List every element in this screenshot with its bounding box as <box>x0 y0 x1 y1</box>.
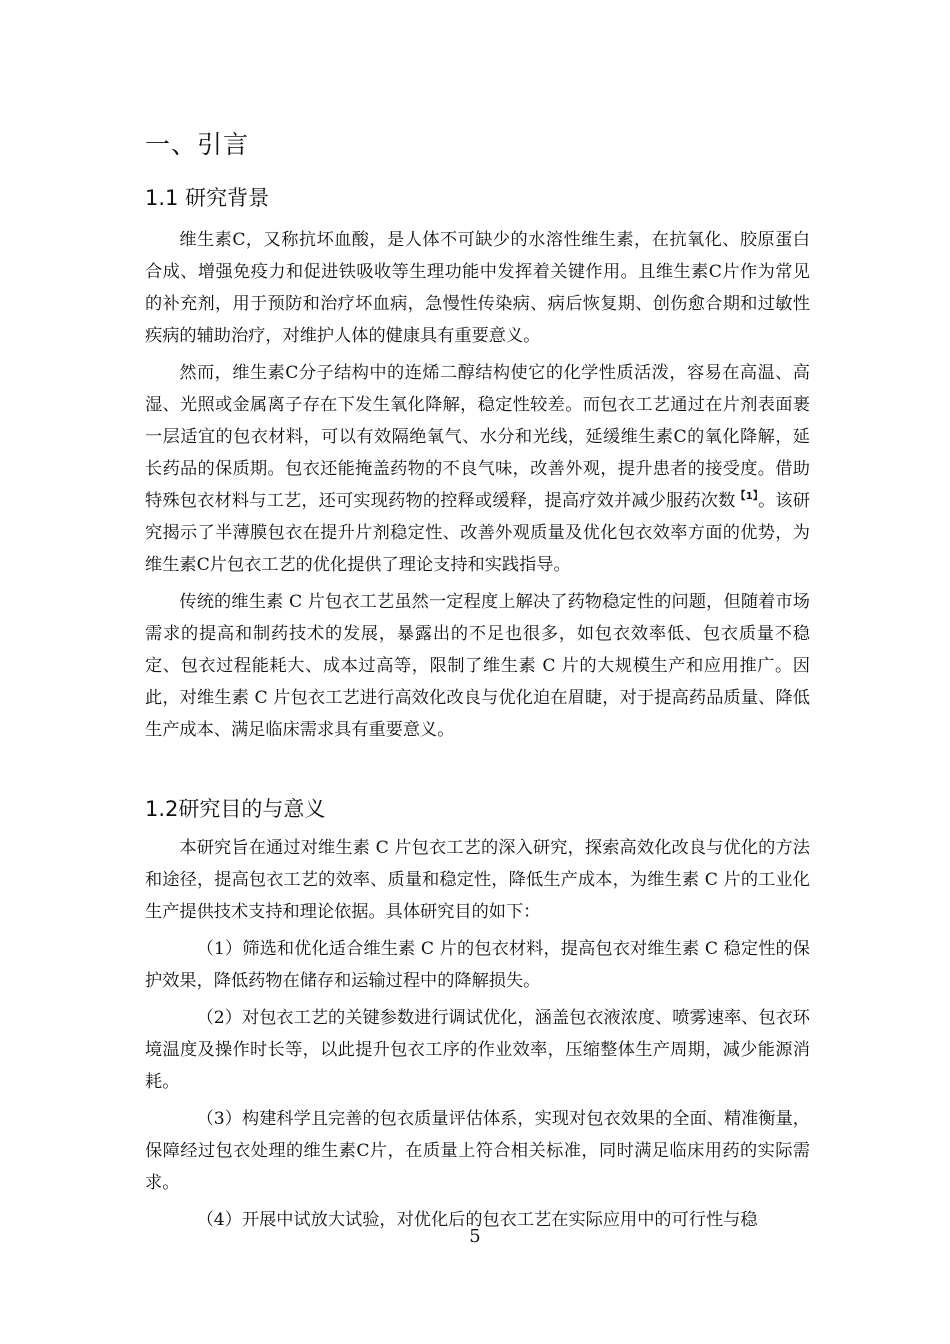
subsection-heading-purpose: 1.2研究目的与意义 <box>145 797 326 821</box>
paragraph <box>145 357 810 581</box>
purpose-text <box>145 832 810 1241</box>
subsection-heading-background: 1.1 研究背景 <box>145 186 270 210</box>
paragraph: 传统的维生素 C 片包衣工艺虽然一定程度上解决了药物稳定性的问题，但随着市场需求的提高和制药技术的发展，暴露出的不足也很多，如包衣效率低、包衣质量不稳定、包衣过程能耗大、成本过高等，限制了维生素 C 片的大规模生产和应用推广。因此，对维生素 C 片包衣工艺进行高效化改良与优化迫在眉睫，对于提高药品质量、降低生产成本、满足临床需求具有重要意义。 <box>145 592 810 740</box>
page-number: 5 <box>469 1226 481 1247</box>
section-title: 一、引言 <box>145 130 250 159</box>
list-item: （3）构建科学且完善的包衣质量评估体系，实现对包衣效果的全面、精准衡量，保障经过包衣处理的维生素C片，在质量上符合相关标准，同时满足临床用药的实际需求。 <box>145 1109 810 1193</box>
list-item: （2）对包衣工艺的关键参数进行调试优化，涵盖包衣液浓度、喷雾速率、包衣环境温度及操作时长等，以此提升包衣工序的作业效率，压缩整体生产周期，减少能源消耗。 <box>145 1008 810 1092</box>
list-item: （1）筛选和优化适合维生素 C 片的包衣材料，提高包衣对维生素 C 稳定性的保护效果，降低药物在储存和运输过程中的降解损失。 <box>145 939 810 991</box>
background-text <box>145 224 810 751</box>
paragraph: 维生素C，又称抗坏血酸，是人体不可缺少的水溶性维生素，在抗氧化、胶原蛋白合成、增强免疫力和促进铁吸收等生理功能中发挥着关键作用。且维生素C片作为常见的补充剂，用于预防和治疗坏血病，急慢性传染病、病后恢复期、创伤愈合期和过敏性疾病的辅助治疗，对维护人体的健康具有重要意义。 <box>145 230 810 346</box>
reference-marker: 【1】 <box>735 491 759 502</box>
paragraph: 本研究旨在通过对维生素 C 片包衣工艺的深入研究，探索高效化改良与优化的方法和途径，提高包衣工艺的效率、质量和稳定性，降低生产成本，为维生素 C 片的工业化生产提供技术支持和理论依据。具体研究目的如下： <box>145 838 810 922</box>
list-item: （4）开展中试放大试验，对优化后的包衣工艺在实际应用中的可行性与稳 <box>196 1210 758 1230</box>
paragraph-text: 。该研究揭示了半薄膜包衣在提升片剂稳定性、改善外观质量及优化包衣效率方面的优势，为维生素C片包衣工艺的优化提供了理论支持和实践指导。 <box>145 491 810 575</box>
paragraph-text: 然而，维生素C分子结构中的连烯二醇结构使它的化学性质活泼，容易在高温、高湿、光照或金属离子存在下发生氧化降解，稳定性较差。而包衣工艺通过在片剂表面裹一层适宜的包衣材料，可以有效隔绝氧气、水分和光线，延缓维生素C的氧化降解，延长药品的保质期。包衣还能掩盖药物的不良气味，改善外观，提升患者的接受度。借助特殊包衣材料与工艺，还可实现药物的控释或缓释，提高疗效并减少服药次数 <box>145 363 810 511</box>
